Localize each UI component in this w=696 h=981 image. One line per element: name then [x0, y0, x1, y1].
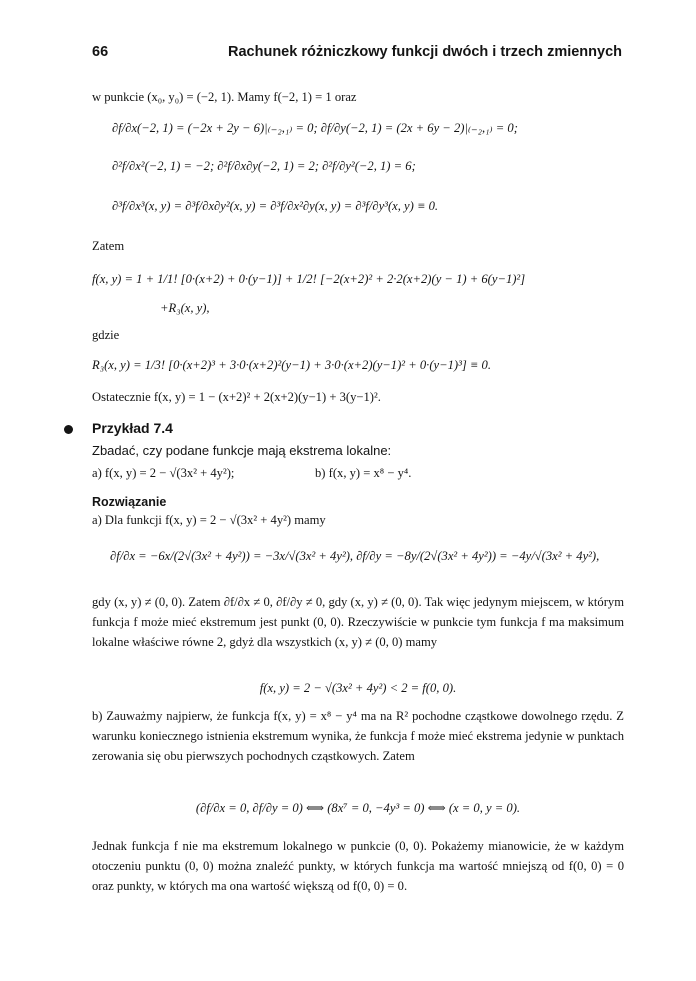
task-a: a) f(x, y) = 2 − √(3x² + 4y²); — [92, 466, 235, 480]
taylor-remainder-term: +R₃(x, y), — [160, 301, 210, 315]
first-derivatives-equation: ∂f/∂x(−2, 1) = (−2x + 2y − 6)|₍₋₂,₁₎ = 0; ∂f/∂y(−2, 1) = (2x + 6y − 2)|₍₋₂,₁₎ = 0; — [112, 121, 518, 135]
solution-a-paragraph: gdy (x, y) ≠ (0, 0). Zatem ∂f/∂x ≠ 0, ∂f/∂y ≠ 0, gdy (x, y) ≠ (0, 0). Tak więc jedynym miejscem, w którym funkcja f może mieć ekstremum jest punkt (0, 0). Rzeczywiście w punkcie tym funkcja f ma maksimum lokalne właściwe równe 2, gdyż dla wszystkich (x, y) ≠ (0, 0) mamy — [92, 595, 624, 649]
taylor-expansion-equation: f(x, y) = 1 + 1/1! [0·(x+2) + 0·(y−1)] + 1/2! [−2(x+2)² + 2·2(x+2)(y − 1) + 6(y−1)²] — [92, 272, 526, 286]
example-bullet — [64, 425, 73, 434]
example-heading: Przykład 7.4 — [92, 420, 173, 436]
page-number: 66 — [92, 44, 109, 60]
zatem-label: Zatem — [92, 239, 125, 253]
intro-line: w punkcie (x₀, y₀) = (−2, 1). Mamy f(−2, 1) = 1 oraz — [92, 90, 357, 104]
second-derivatives-equation: ∂²f/∂x²(−2, 1) = −2; ∂²f/∂x∂y(−2, 1) = 2; ∂²f/∂y²(−2, 1) = 6; — [112, 159, 416, 173]
remainder-equation: R₃(x, y) = 1/3! [0·(x+2)³ + 3·0·(x+2)²(y−1) + 3·0·(x+2)(y−1)² + 0·(y−1)³] ≡ 0. — [92, 358, 492, 372]
maximum-inequality: f(x, y) = 2 − √(3x² + 4y²) < 2 = f(0, 0). — [259, 681, 457, 695]
closing-paragraph: Jednak funkcja f nie ma ekstremum lokalnego w punkcie (0, 0). Pokażemy mianowicie, że w każdym otoczeniu punktu (0, 0) można znaleźć punkty, w których funkcja ma wartość mniejszą od f(0, 0) = 0 oraz punkty, w których ma ona wartość większą od f(0, 0) = 0. — [92, 839, 624, 893]
solution-b-paragraph: b) Zauważmy najpierw, że funkcja f(x, y) = x⁸ − y⁴ ma na R² pochodne cząstkowe dowolnego rzędu. Z warunku koniecznego istnienia ekstremum wynika, że funkcja f może mieć ekstrema jedynie w punktach zerowania się obu pierwszych pochodnych cząstkowych. Zatem — [92, 709, 624, 763]
critical-point-system: (∂f/∂x = 0, ∂f/∂y = 0) ⟺ (8x⁷ = 0, −4y³ = 0) ⟺ (x = 0, y = 0). — [195, 801, 521, 815]
third-derivatives-equation: ∂³f/∂x³(x, y) = ∂³f/∂x∂y²(x, y) = ∂³f/∂x²∂y(x, y) = ∂³f/∂y³(x, y) ≡ 0. — [112, 199, 439, 213]
example-task: Zbadać, czy podane funkcje mają ekstrema lokalne: — [92, 443, 392, 458]
solution-a-intro: a) Dla funkcji f(x, y) = 2 − √(3x² + 4y²) mamy — [92, 513, 326, 527]
gdzie-label: gdzie — [92, 328, 120, 342]
gradient-equation: ∂f/∂x = −6x/(2√(3x² + 4y²)) = −3x/√(3x² + 4y²), ∂f/∂y = −8y/(2√(3x² + 4y²)) = −4y/√(3x² + 4y²), — [110, 549, 600, 563]
page-header — [92, 44, 622, 66]
running-title: Rachunek różniczkowy funkcji dwóch i trzech zmiennych — [228, 44, 622, 60]
task-b: b) f(x, y) = x⁸ − y⁴. — [315, 466, 412, 480]
solution-heading: Rozwiązanie — [92, 495, 167, 509]
final-result-line: Ostatecznie f(x, y) = 1 − (x+2)² + 2(x+2)(y−1) + 3(y−1)². — [92, 390, 381, 404]
